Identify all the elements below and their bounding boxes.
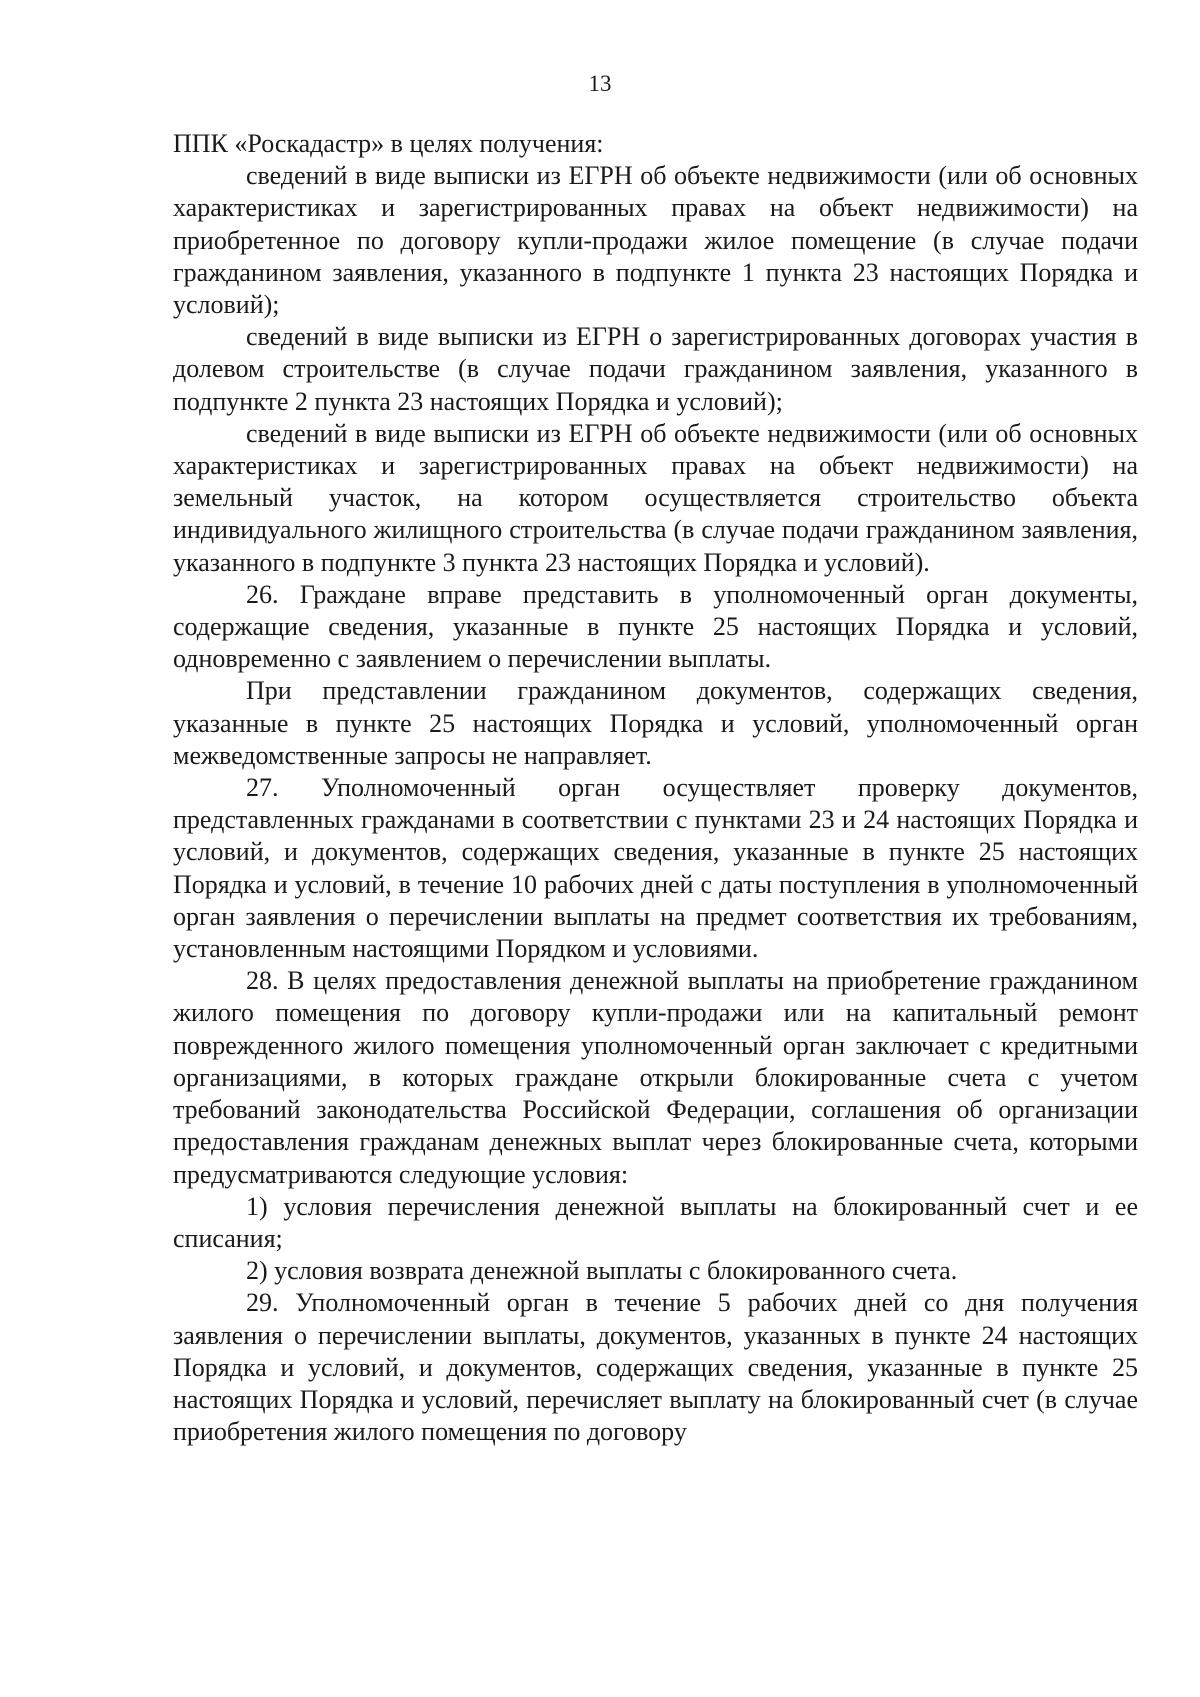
page-number: 13 xyxy=(588,71,612,96)
paragraph-clause-26: 26. Граждане вправе представить в уполномоченный орган документы, содержащие сведения, указанные в пункте 25 настоящих Порядка и условий, одновременно с заявлением о перечислении выплаты. xyxy=(173,579,1138,674)
paragraph-clause-26-note: При представлении гражданином документов, содержащих сведения, указанные в пункте 25 настоящих Порядка и условий, уполномоченный орган межведомственные запросы не направляет. xyxy=(173,676,1138,770)
paragraph-clause-28: 28. В целях предоставления денежной выплаты на приобретение гражданином жилого помещения по договору купли-продажи или на капитальный ремонт поврежденного жилого помещения уполномоченный орган заключает с кредитными организациями, в которых граждане открыли блокированные счета с учетом требований законодательства Российской Федерации, соглашения об организации предоставления гражданам денежных выплат через блокированные счета, которыми предусматриваются следующие условия: xyxy=(173,966,1138,1189)
paragraph-clause-27: 27. Уполномоченный орган осуществляет проверку документов, представленных гражданами в соответствии с пунктами 23 и 24 настоящих Порядка и условий, и документов, содержащих сведения, указанные в пункте 25 настоящих Порядка и условий, в течение 10 рабочих дней с даты поступления в уполномоченный орган заявления о перечислении выплаты на предмет соответствия их требованиям, установленным настоящими Порядком и условиями. xyxy=(173,773,1138,964)
paragraph-intro: ППК «Роскадастр» в целях получения: xyxy=(173,129,604,158)
paragraph-egrn-shared-construction: сведений в виде выписки из ЕГРН о зарегистрированных договорах участия в долевом строительстве (в случае подачи гражданином заявления, указанного в подпункте 2 пункта 23 настоящих Порядка и условий); xyxy=(173,322,1138,416)
paragraph-clause-28-item-1: 1) условия перечисления денежной выплаты на блокированный счет и ее списания; xyxy=(173,1191,1138,1253)
paragraph-clause-29: 29. Уполномоченный орган в течение 5 рабочих дней со дня получения заявления о перечислении выплаты, документов, указанных в пункте 24 настоящих Порядка и условий, и документов, содержащих сведения, указанные в пункте 25 настоящих Порядка и условий, перечисляет выплату на блокированный счет (в случае приобретения жилого помещения по договору xyxy=(173,1288,1138,1447)
document-body xyxy=(173,128,1138,1448)
paragraph-egrn-purchase: сведений в виде выписки из ЕГРН об объекте недвижимости (или об основных характеристиках и зарегистрированных правах на объект недвижимости) на приобретенное по договору купли-продажи жилое помещение (в случае подачи гражданином заявления, указанного в подпункте 1 пункта 23 настоящих Порядка и условий); xyxy=(173,161,1138,320)
paragraph-clause-28-item-2: 2) условия возврата денежной выплаты с блокированного счета. xyxy=(246,1256,958,1286)
paragraph-egrn-land-plot: сведений в виде выписки из ЕГРН об объекте недвижимости (или об основных характеристиках и зарегистрированных правах на объект недвижимости) на земельный участок, на котором осуществляется строительство объекта индивидуального жилищного строительства (в случае подачи гражданином заявления, указанного в подпункте 3 пункта 23 настоящих Порядка и условий). xyxy=(173,418,1138,577)
